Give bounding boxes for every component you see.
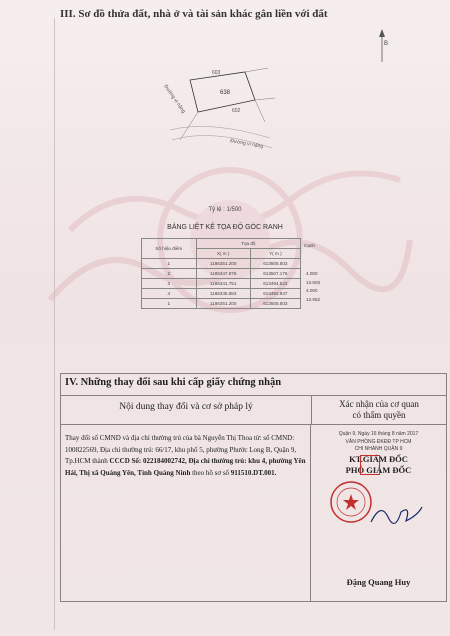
table-row: 2 1186347.976 613507.176: [142, 269, 301, 279]
table-row: 1 1186351.200 613505.503: [142, 259, 301, 269]
header-authority: Xác nhận của cơ quan có thẩm quyền: [339, 399, 419, 420]
right-neighbor-label: 602: [232, 108, 241, 114]
table-row: 4 1186345.983 613492.947: [142, 289, 301, 299]
section4-title: IV. Những thay đổi sau khi cấp giấy chứng nhận: [61, 374, 446, 396]
edge-length: 13.952: [306, 296, 321, 302]
parcel-number: 638: [220, 90, 231, 96]
case-number: 911510.DT.001.: [230, 468, 277, 477]
signature-icon: [366, 497, 426, 531]
change-content: Thay đổi số CMND và địa chỉ thường trú của bà Nguyễn Thị Thoa từ: số CMND: 100822569, Địa chỉ thường trú: 66/17, khu phố 5, phường Phước Long B, Quận 9, Tp.HCM thành CCCD Số: 022184002742, Địa chỉ thường trú: khu 4, phường Yên Hải, Thị xã Quảng Yên, Tỉnh Quảng Ninh theo hồ sơ số 911510.DT.001.: [61, 425, 311, 601]
cert-date: Quận 9, Ngày 16 tháng 8 năm 2017: [338, 431, 419, 437]
top-neighbor-label: 603: [212, 70, 221, 76]
col-coord: Tọa độ: [196, 239, 300, 249]
table-header-row: [142, 239, 301, 249]
col-point-no: Số hiệu điểm: [142, 239, 197, 259]
cert-branch: CHI NHÁNH QUẬN 9: [354, 446, 403, 452]
section4-content-row: [61, 425, 446, 601]
coord-table-title: BẢNG LIỆT KÊ TỌA ĐỘ GÓC RANH: [167, 224, 283, 231]
coord-table: [141, 238, 301, 309]
col-y: Y( m ): [250, 249, 300, 259]
signer-name: Đặng Quang Huy: [346, 577, 411, 587]
deputy-director: PHÓ GIÁM ĐỐC: [345, 465, 412, 475]
edge-length: 4.000: [306, 271, 318, 276]
edge-length: 4.000: [306, 288, 318, 293]
stamp-square-icon: [360, 455, 380, 475]
table-row: 1 1186351.200 613505.503: [142, 299, 301, 309]
left-road-label: Đường vi nặng: [162, 83, 187, 115]
edge-length: 13.603: [306, 279, 321, 285]
road-label: Đường vi nặng: [229, 138, 264, 150]
parcel-diagram: [150, 60, 310, 160]
section4-table: [60, 373, 447, 602]
section3-title: III. Sơ đồ thửa đất, nhà ở và tài sản khác gắn liền với đất: [60, 8, 328, 20]
table-row: 3 1186341.751 613494.522: [142, 279, 301, 289]
section4-header-row: [61, 396, 446, 425]
certification-block: [311, 425, 446, 601]
kt-director: KT.GIÁM ĐỐC: [349, 454, 408, 464]
edge-lengths: [304, 243, 321, 304]
header-change-content: Nội dung thay đổi và cơ sở pháp lý: [61, 396, 312, 424]
col-x: X( m ): [196, 249, 250, 259]
north-arrow-icon: [374, 28, 390, 64]
map-scale: Tỷ lệ : 1/500: [208, 207, 242, 213]
north-label: B: [384, 41, 389, 47]
cert-org: VĂN PHÒNG ĐKĐĐ TP HCM: [345, 439, 412, 445]
edge-header: Cạnh: [304, 243, 315, 248]
